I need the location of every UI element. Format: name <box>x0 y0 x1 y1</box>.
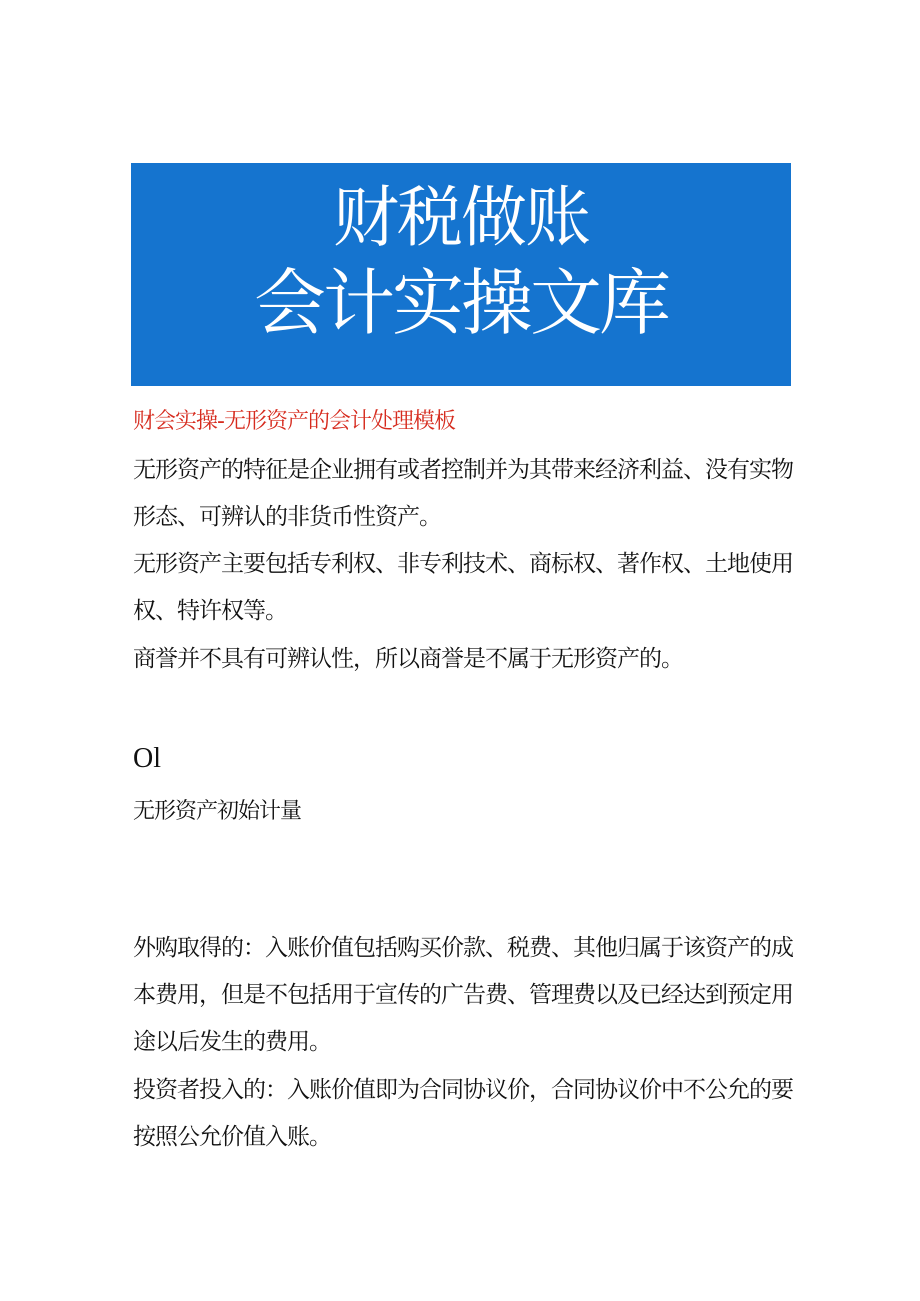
banner-title-line2: 会计实操文库 <box>253 261 668 345</box>
section-paragraph: 投资者投入的：入账价值即为合同协议价，合同协议价中不公允的要按照公允价值入账。 <box>133 1077 793 1150</box>
header-banner <box>131 163 791 386</box>
intro-paragraph: 无形资产的特征是企业拥有或者控制并为其带来经济利益、没有实物形态、可辨认的非货币性资产。 <box>133 457 793 530</box>
section-number: Ol <box>133 743 161 774</box>
section-paragraph: 外购取得的：入账价值包括购买价款、税费、其他归属于该资产的成本费用，但是不包括用于宣传的广告费、管理费以及已经达到预定用途以后发生的费用。 <box>133 935 793 1055</box>
intro-paragraph: 无形资产主要包括专利权、非专利技术、商标权、著作权、土地使用权、特许权等。 <box>133 551 793 624</box>
section-title: 无形资产初始计量 <box>133 799 302 824</box>
document-title: 财会实操-无形资产的会计处理模板 <box>133 409 455 434</box>
banner-title-line1: 财税做账 <box>333 179 589 256</box>
intro-paragraph: 商誉并不具有可辨认性，所以商誉是不属于无形资产的。 <box>133 646 683 672</box>
